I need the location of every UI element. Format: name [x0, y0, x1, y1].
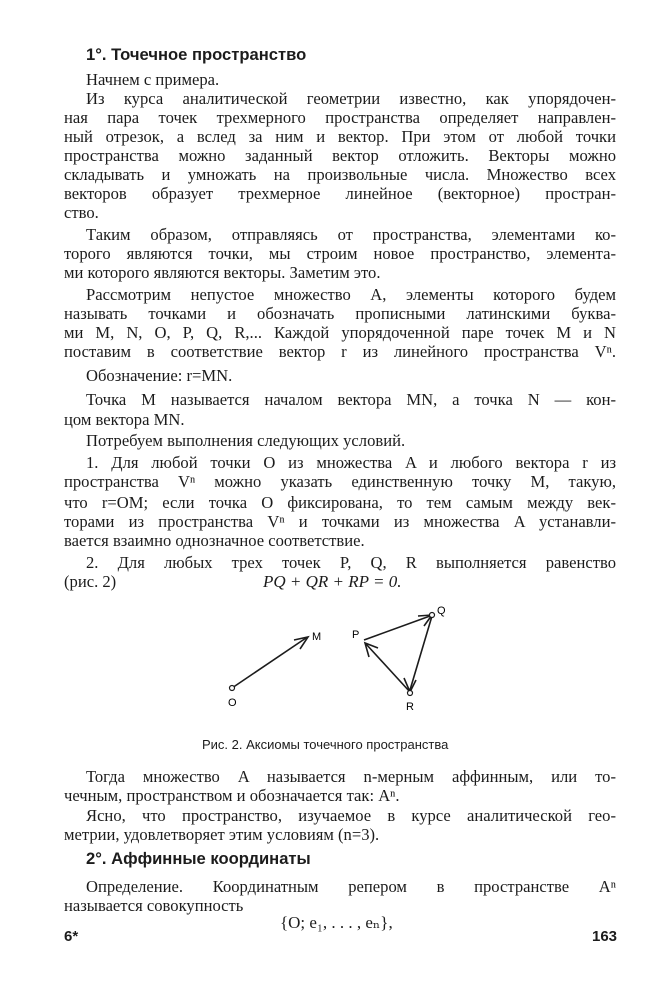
text-line: называется совокупность: [64, 896, 244, 915]
text-line: ство.: [64, 203, 99, 222]
label-r: R: [406, 701, 414, 713]
vector-rp: [366, 644, 410, 692]
text-line: Ясно, что пространство, изучаемое в курсе аналитической гео-: [86, 806, 616, 825]
text-line: Потребуем выполнения следующих условий.: [86, 431, 406, 450]
text-line: Тогда множество A называется n-мерным аффинным, или то-: [86, 767, 616, 786]
section-heading-1: 1°. Точечное пространство: [86, 45, 307, 64]
text-line: Из курса аналитической геометрии известно, как упорядочен-: [86, 89, 616, 108]
point-r: [408, 691, 413, 696]
arrowhead-m: [294, 637, 308, 649]
footer-signature: 6*: [64, 928, 79, 945]
label-m: M: [312, 631, 322, 643]
text-line: чечным, пространством и обозначается так: Aⁿ.: [64, 786, 400, 805]
page-number: 163: [592, 928, 618, 945]
text-line: 2. Для любых трех точек P, Q, R выполняется равенство: [86, 553, 616, 572]
label-q: Q: [437, 605, 446, 617]
vector-om: [232, 638, 306, 688]
point-o: [230, 686, 235, 691]
text-line: вается взаимно однозначное соответствие.: [64, 531, 365, 550]
text-line: ми M, N, O, P, Q, R,... Каждой упорядоченной паре точек M и N: [64, 323, 616, 342]
label-p: P: [352, 629, 360, 641]
text-line: торого являются точки, мы строим новое пространство, элемента-: [64, 244, 616, 263]
text-line: Начнем с примера.: [86, 70, 220, 89]
text-line: ный отрезок, а вслед за ним и вектор. При этом от любой точки: [64, 127, 616, 146]
point-q: [430, 613, 435, 618]
definition-line: Определение. Координатным репером в пространстве Aⁿ: [86, 877, 616, 896]
vector-pq: [364, 616, 430, 640]
text-line: векторов образует трехмерное линейное (векторное) простран-: [64, 184, 616, 203]
text-line: торами из пространства Vⁿ и точками из множества A устанавли-: [64, 512, 616, 531]
text-line: цом вектора MN.: [64, 410, 185, 429]
text-line: Точка M называется началом вектора MN, а точка N — кон-: [86, 390, 616, 409]
label-o: O: [228, 697, 237, 709]
notation-line: Обозначение: r=MN.: [86, 366, 233, 385]
axiom-formula: PQ + QR + RP = 0.: [263, 572, 402, 591]
text-line: 1. Для любой точки O из множества A и любого вектора r из: [86, 453, 616, 472]
section-heading-2: 2°. Аффинные координаты: [86, 849, 311, 868]
vector-qr: [410, 616, 432, 690]
axioms-figure: [0, 600, 651, 730]
text-line: пространства можно заданный вектор отложить. Векторы можно: [64, 146, 616, 165]
frame-formula: {O; e₁, . . . , eₙ},: [280, 913, 393, 932]
text-line: что r=OM; если точка O фиксирована, то тем самым между век-: [64, 493, 616, 512]
text-line: называть точками и обозначать прописными латинскими буква-: [64, 304, 616, 323]
text-line: пространства Vⁿ можно указать единственную точку M, такую,: [64, 472, 616, 491]
text-line: Рассмотрим непустое множество A, элементы которого будем: [86, 285, 616, 304]
text-line: (рис. 2): [64, 572, 117, 591]
text-line: складывать и умножать на произвольные числа. Множество всех: [64, 165, 616, 184]
text-line: Таким образом, отправляясь от пространства, элементами ко-: [86, 225, 616, 244]
text-line: ная пара точек трехмерного пространства определяет направлен-: [64, 108, 616, 127]
text-line: ми которого являются векторы. Заметим это.: [64, 263, 381, 282]
text-line: метрии, удовлетворяет этим условиям (n=3).: [64, 825, 380, 844]
text-line: поставим в соответствие вектор r из линейного пространства Vⁿ.: [64, 342, 616, 361]
figure-caption: Рис. 2. Аксиомы точечного пространства: [202, 737, 449, 752]
